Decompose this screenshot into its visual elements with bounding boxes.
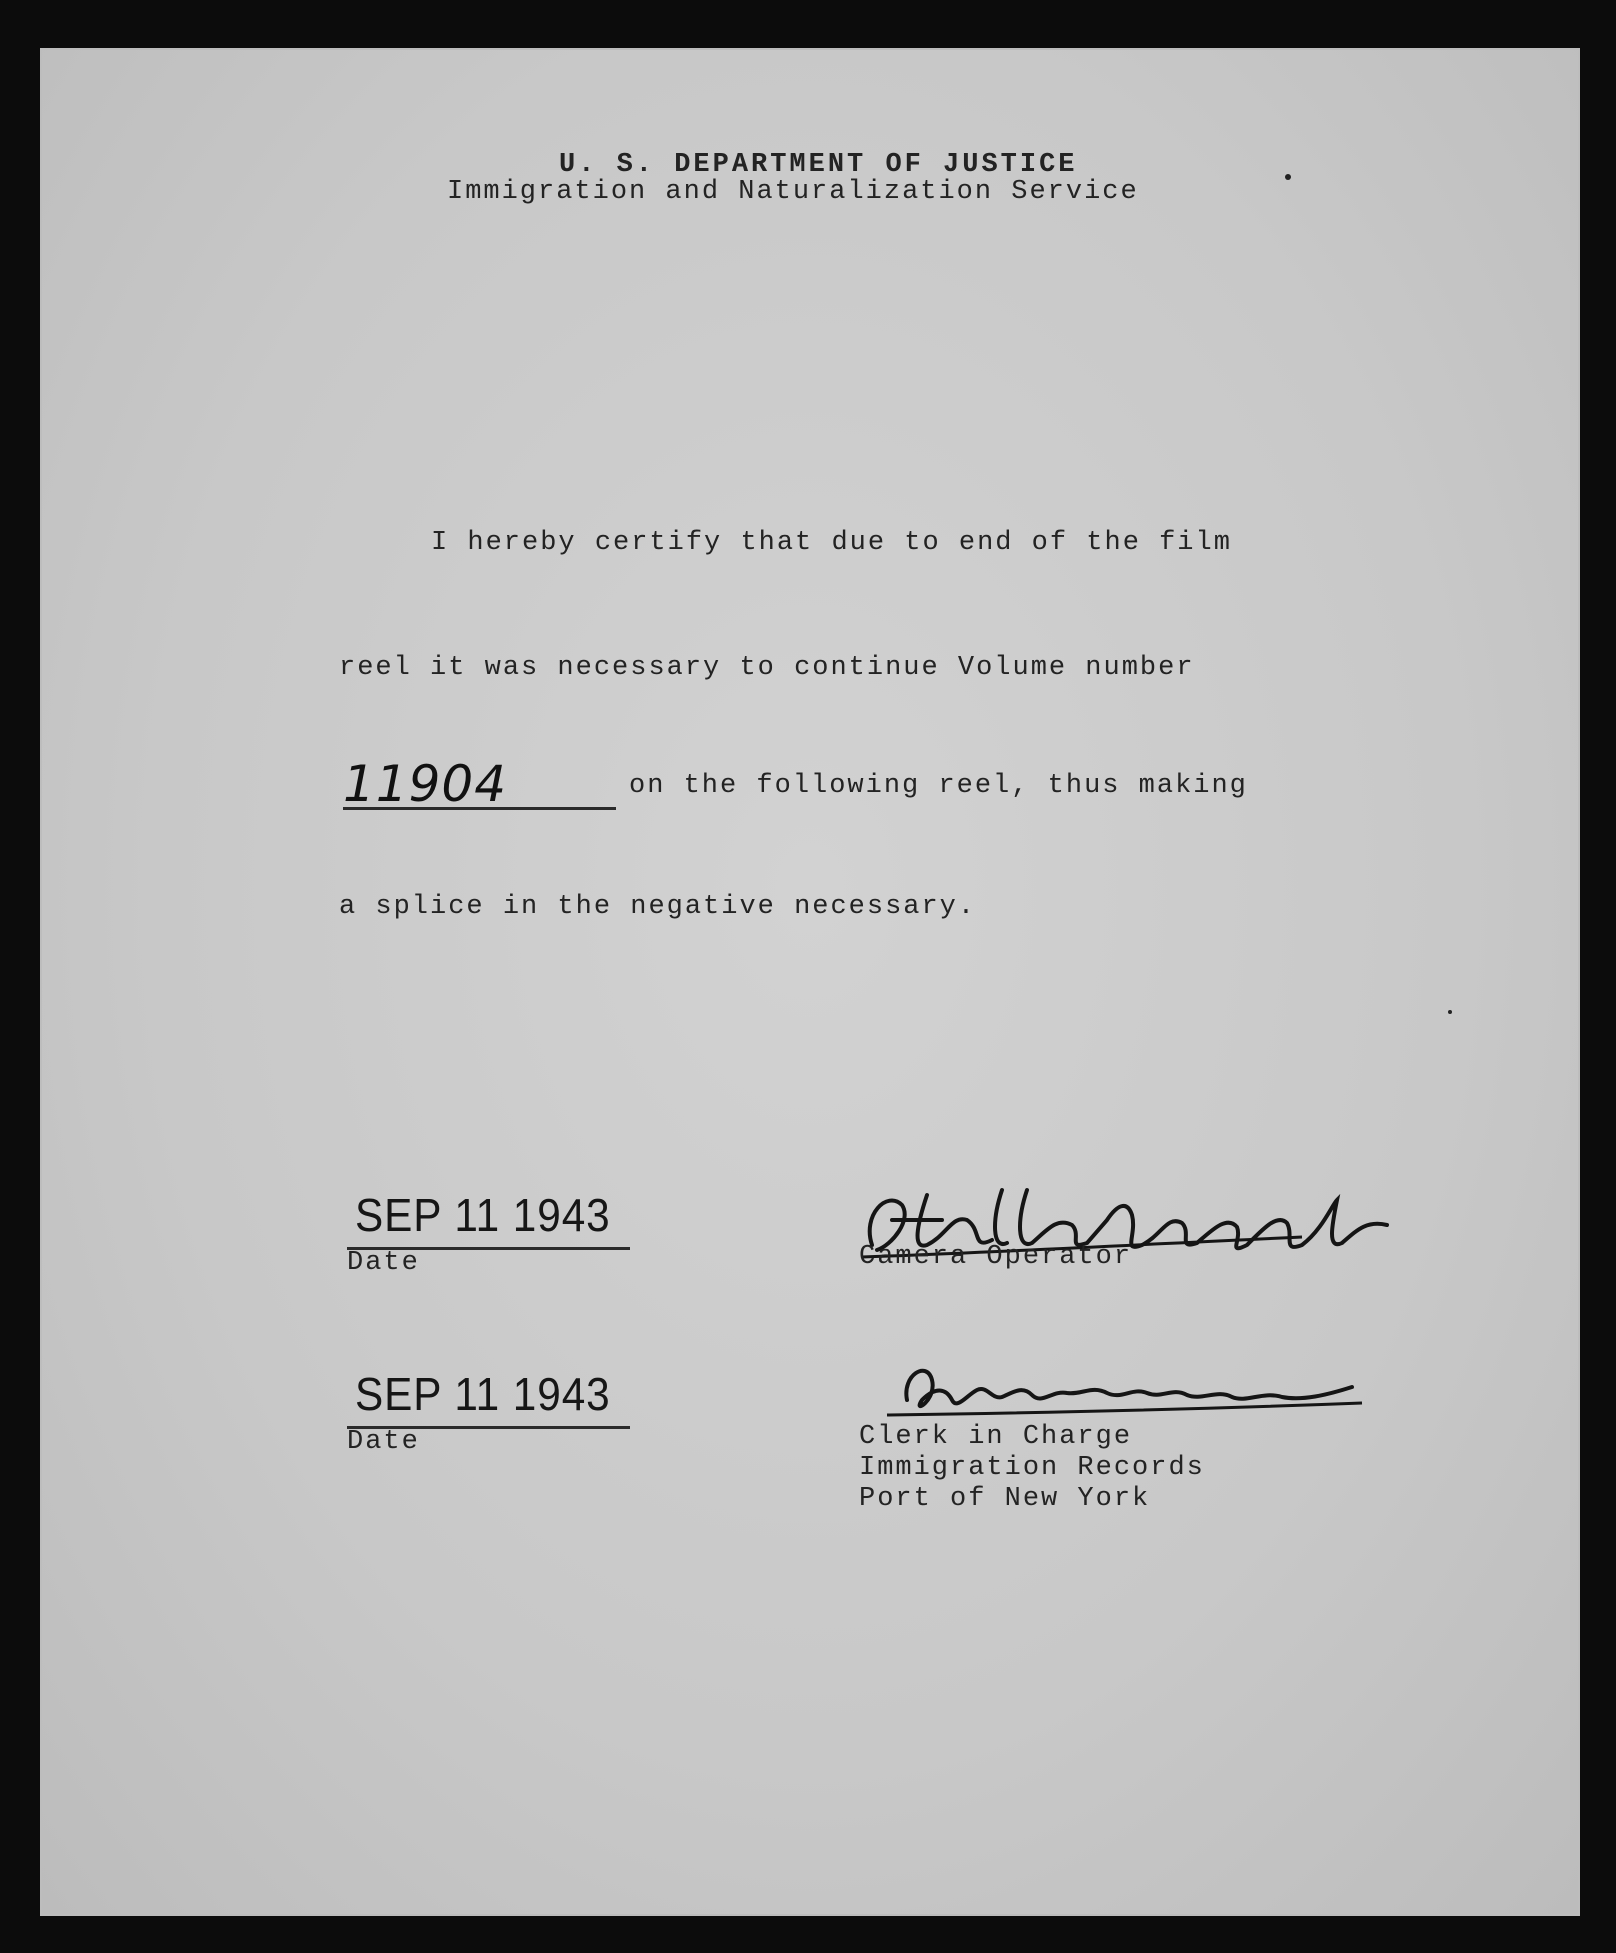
agency-heading: U. S. DEPARTMENT OF JUSTICE — [559, 150, 1078, 180]
speck — [1448, 1010, 1452, 1014]
microfilm-frame — [40, 48, 1580, 1916]
date-label-2: Date — [347, 1427, 420, 1457]
service-heading: Immigration and Naturalization Service — [447, 177, 1139, 207]
date-stamp-1: SEP 11 1943 — [355, 1189, 611, 1241]
certification-line-2: reel it was necessary to continue Volume number — [339, 653, 1195, 683]
certification-line-3: on the following reel, thus making — [629, 771, 1248, 801]
speck — [1285, 174, 1291, 180]
date-stamp-2: SEP 11 1943 — [355, 1368, 611, 1420]
clerk-title-line-3: Port of New York — [859, 1484, 1151, 1514]
clerk-title-line-1: Clerk in Charge — [859, 1422, 1133, 1452]
document-page — [42, 50, 1578, 1914]
clerk-title-line-2: Immigration Records — [859, 1453, 1205, 1483]
camera-operator-label: Camera Operator — [859, 1242, 1133, 1272]
volume-number-handwritten: 11904 — [343, 755, 508, 813]
date-label-1: Date — [347, 1248, 420, 1278]
volume-number-blank-line — [343, 807, 616, 810]
clerk-signature — [882, 1355, 1372, 1425]
certification-line-1: I hereby certify that due to end of the film — [431, 528, 1232, 558]
certification-line-4: a splice in the negative necessary. — [339, 892, 977, 922]
